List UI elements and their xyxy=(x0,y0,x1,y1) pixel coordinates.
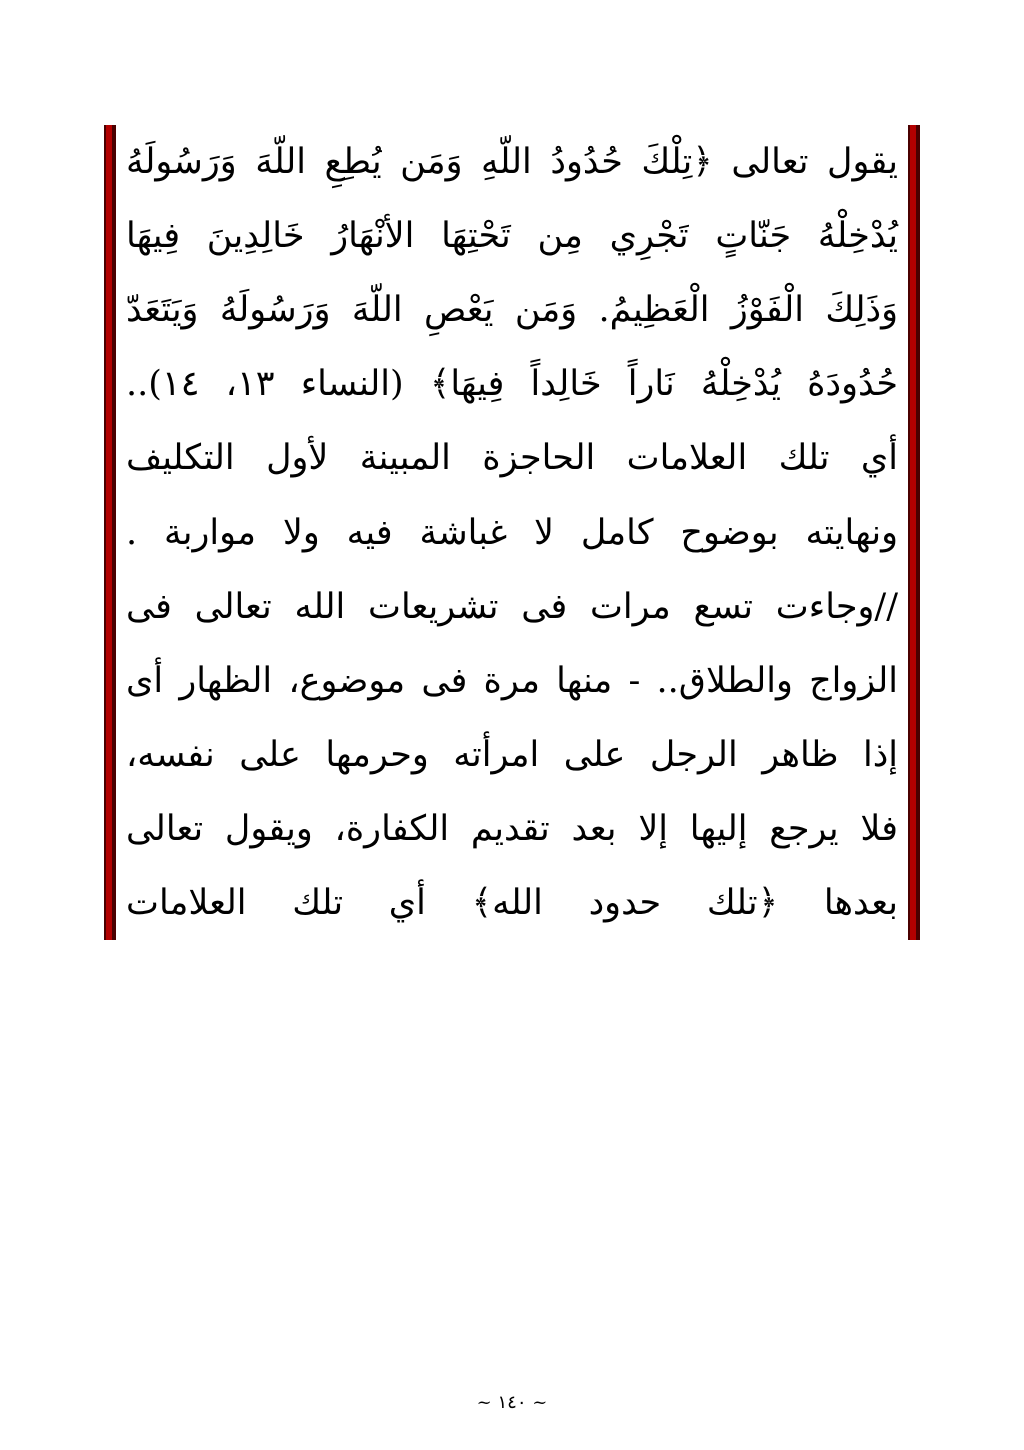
text-line xyxy=(120,347,904,421)
text-line-content: فلا يرجع إليها إلا بعد تقديم الكفارة، ويقول تعالى xyxy=(126,808,898,849)
text-line xyxy=(120,273,904,347)
text-line xyxy=(120,570,904,644)
text-line-content: ونهايته بوضوح كامل لا غباشة فيه ولا مواربة . xyxy=(126,512,898,553)
text-line-content: وَذَلِكَ الْفَوْزُ الْعَظِيمُ. وَمَن يَعْصِ اللّهَ وَرَسُولَهُ وَيَتَعَدّ xyxy=(126,290,898,331)
text-line-content: الزواج والطلاق.. - منها مرة فى موضوع، الظهار أى xyxy=(126,660,898,701)
text-line xyxy=(120,644,904,718)
text-line xyxy=(120,718,904,792)
page-number: ~ ١٤٠ ~ xyxy=(476,1392,548,1413)
text-line xyxy=(120,421,904,495)
text-line-content: يقول تعالى ﴿تِلْكَ حُدُودُ اللّهِ وَمَن يُطِعِ اللّهَ وَرَسُولَهُ xyxy=(126,142,898,183)
text-line xyxy=(120,125,904,199)
page-text-block xyxy=(120,125,904,940)
text-line-content: حُدُودَهُ يُدْخِلْهُ نَاراً خَالِداً فِيهَا﴾ (النساء ١٣، ١٤).. xyxy=(126,364,899,405)
text-line xyxy=(120,199,904,273)
text-line xyxy=(120,495,904,569)
right-border-bar xyxy=(908,125,920,940)
text-line-content: يُدْخِلْهُ جَنّاتٍ تَجْرِي مِن تَحْتِهَا الأنْهَارُ خَالِدِينَ فِيهَا xyxy=(126,216,898,257)
text-line-content: أي تلك العلامات الحاجزة المبينة لأول التكليف xyxy=(126,438,898,479)
text-line-content: بعدها ﴿تلك حدود الله﴾ أي تلك العلامات xyxy=(126,882,898,923)
text-line-content: إذا ظاهر الرجل على امرأته وحرمها على نفسه، xyxy=(126,734,898,775)
text-line xyxy=(120,792,904,866)
text-line-content: //وجاءت تسع مرات فى تشريعات الله تعالى فى xyxy=(126,586,898,627)
text-line xyxy=(120,866,904,940)
left-border-bar xyxy=(104,125,116,940)
